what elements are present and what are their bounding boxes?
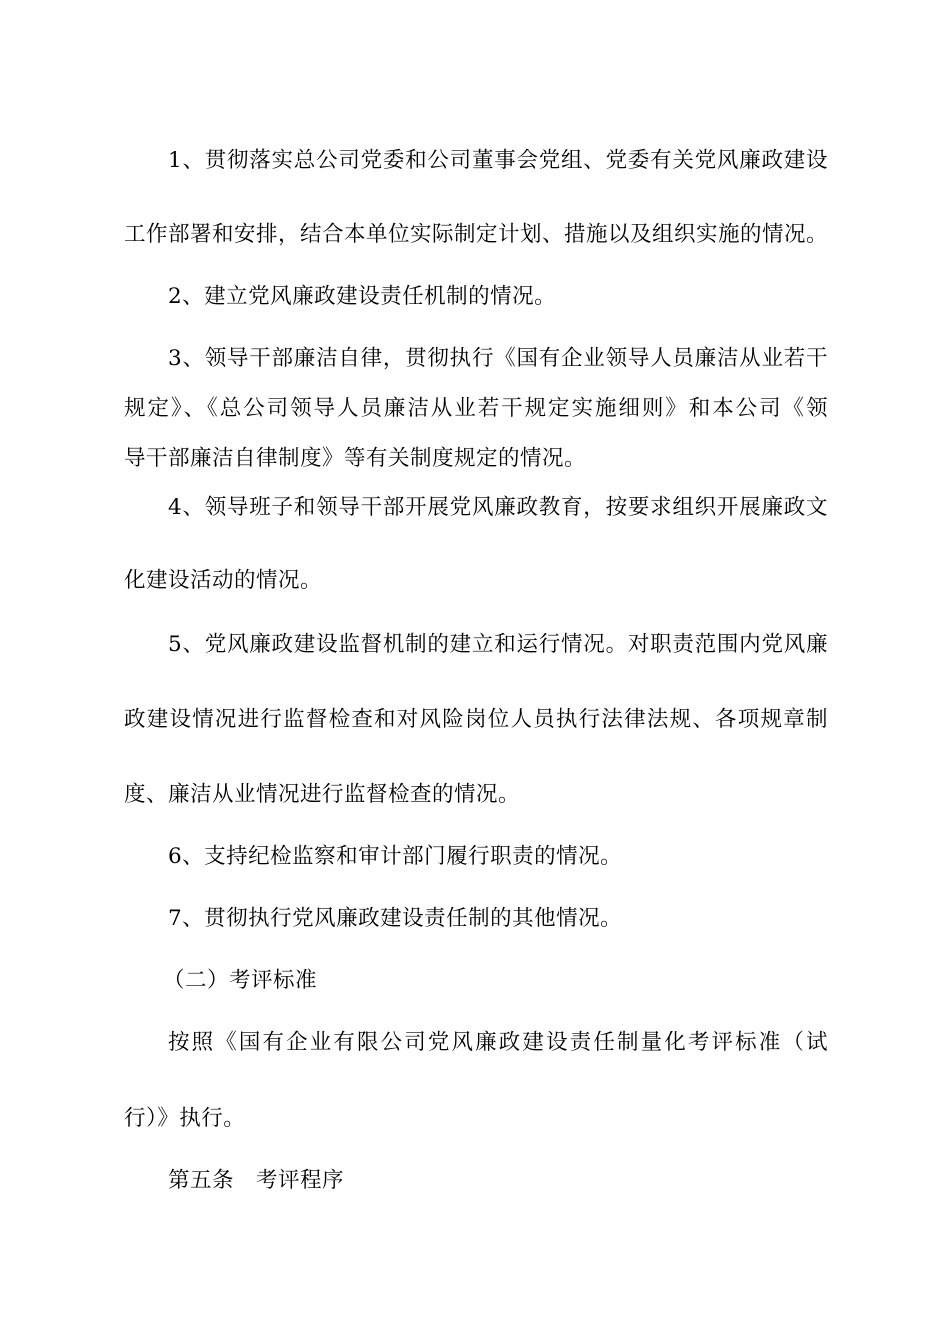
item-3-line-1: 3、领导干部廉洁自律，贯彻执行《国有企业领导人员廉洁从业若干: [168, 346, 828, 371]
article-5-heading: 第五条 考评程序: [168, 1168, 345, 1193]
item-4-line-1: 4、领导班子和领导干部开展党风廉政教育，按要求组织开展廉政文: [168, 495, 828, 520]
item-3-line-3: 导干部廉洁自律制度》等有关制度规定的情况。: [124, 446, 587, 471]
item-1-line-1: 1、贯彻落实总公司党委和公司董事会党组、党委有关党风廉政建设: [168, 148, 828, 173]
standard-paragraph-line-1: 按照《国有企业有限公司党风廉政建设责任制量化考评标准（试: [168, 1030, 828, 1055]
item-6: 6、支持纪检监察和审计部门履行职责的情况。: [168, 844, 623, 869]
standard-paragraph-line-2: 行）》执行。: [124, 1106, 246, 1131]
section-heading-evaluation-standard: （二）考评标准: [163, 968, 318, 993]
item-7: 7、贯彻执行党风廉政建设责任制的其他情况。: [168, 906, 623, 931]
item-4-line-2: 化建设活动的情况。: [124, 568, 323, 593]
item-1-line-2: 工作部署和安排，结合本单位实际制定计划、措施以及组织实施的情况。: [124, 222, 829, 247]
item-3-line-2: 规定》、《总公司领导人员廉洁从业若干规定实施细则》和本公司《领: [124, 396, 828, 421]
item-2: 2、建立党风廉政建设责任机制的情况。: [168, 284, 557, 309]
item-5-line-1: 5、党风廉政建设监督机制的建立和运行情况。对职责范围内党风廉: [168, 632, 828, 657]
item-5-line-2: 政建设情况进行监督检查和对风险岗位人员执行法律法规、各项规章制: [124, 707, 828, 732]
item-5-line-3: 度、廉洁从业情况进行监督检查的情况。: [124, 782, 521, 807]
